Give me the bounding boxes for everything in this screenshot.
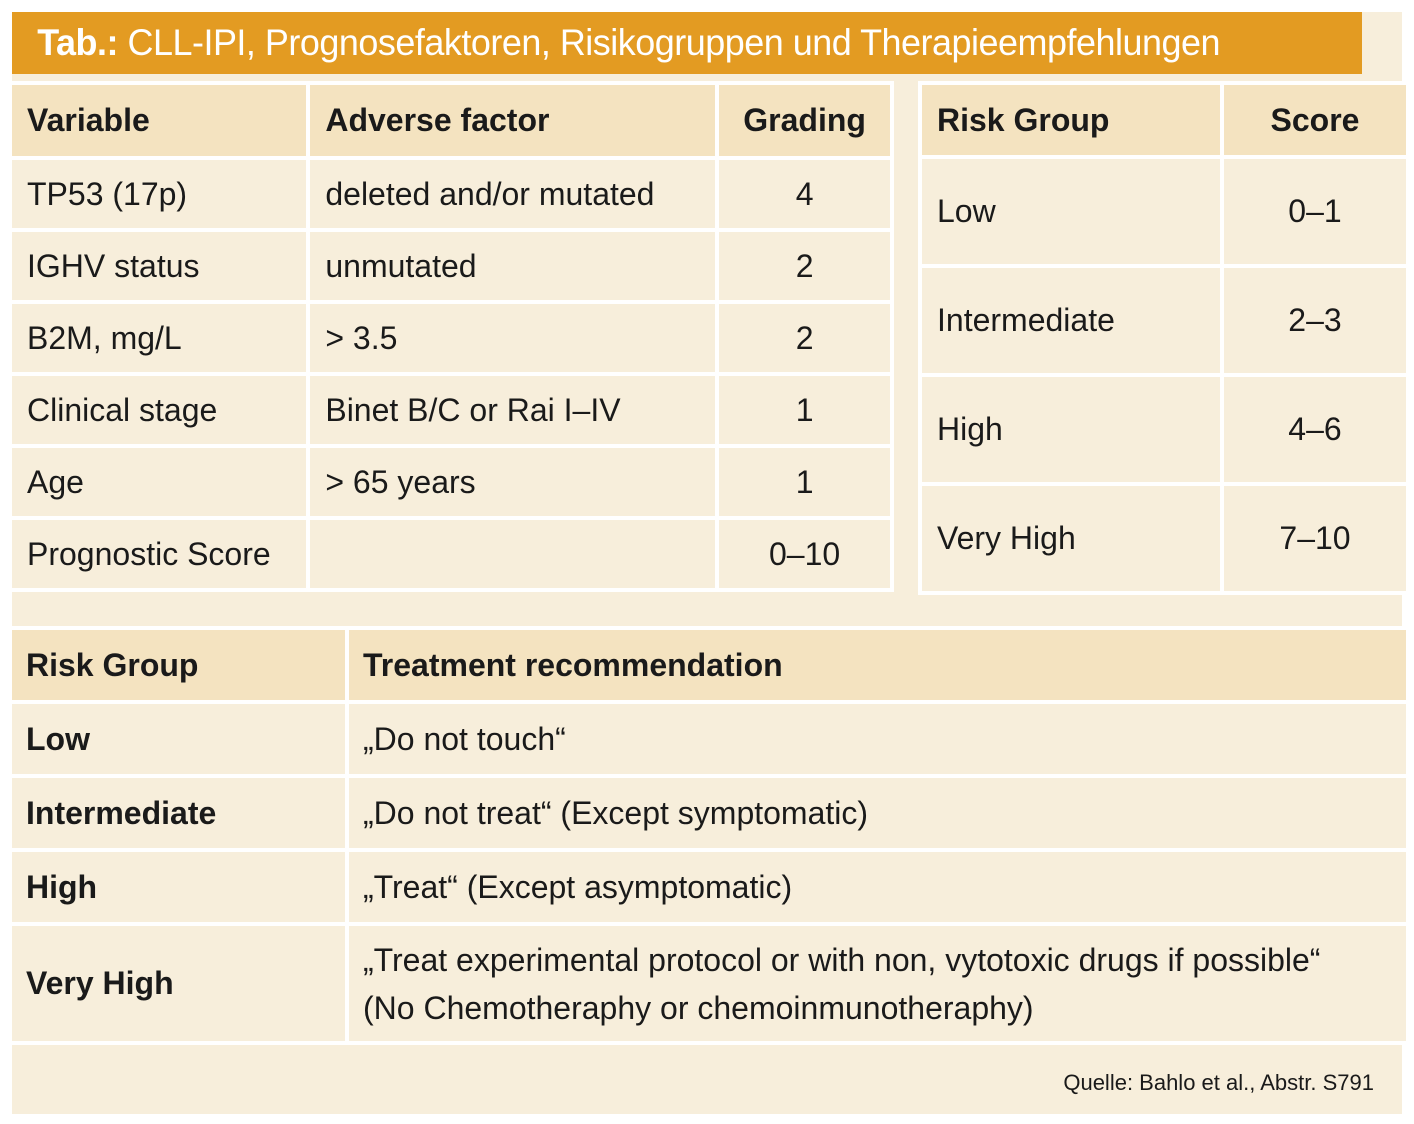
title-prefix: Tab.: xyxy=(37,22,118,63)
variables-header-row xyxy=(12,85,890,156)
risk-group-cell: Very High xyxy=(922,486,1220,591)
grading-cell: 2 xyxy=(719,232,890,300)
risk-header-row xyxy=(922,85,1406,155)
recommendation-line: (No Chemotheraphy or chemoinmunotheraphy) xyxy=(363,989,1034,1026)
score-cell: 4–6 xyxy=(1224,377,1406,482)
risk-group-cell: Intermediate xyxy=(922,268,1220,373)
treatment-recommendation-cell xyxy=(349,852,1406,922)
recommendation-line: „Treat experimental protocol or with non, vytotoxic drugs if possible“ xyxy=(363,941,1321,978)
treatment-table xyxy=(8,626,1410,1045)
adverse-factor-cell xyxy=(310,520,715,588)
variables-table xyxy=(8,81,894,592)
variable-cell: B2M, mg/L xyxy=(12,304,306,372)
treatment-recommendation-cell xyxy=(349,778,1406,848)
variable-cell: IGHV status xyxy=(12,232,306,300)
risk-group-cell: Very High xyxy=(12,926,345,1041)
treatment-header-row xyxy=(12,630,1406,700)
table-row xyxy=(922,159,1406,264)
column-header-risk-group: Risk Group xyxy=(12,630,345,700)
table-row xyxy=(922,268,1406,373)
column-header-risk-group: Risk Group xyxy=(922,85,1220,155)
treatment-recommendation-cell xyxy=(349,704,1406,774)
column-header-adverse-factor: Adverse factor xyxy=(310,85,715,156)
table-row xyxy=(922,377,1406,482)
table-row xyxy=(922,486,1406,591)
column-header-score: Score xyxy=(1224,85,1406,155)
adverse-factor-cell: > 65 years xyxy=(310,448,715,516)
adverse-factor-cell: Binet B/C or Rai I–IV xyxy=(310,376,715,444)
recommendation-line: „Do not touch“ xyxy=(363,721,566,757)
column-header-treatment-recommendation: Treatment recommendation xyxy=(349,630,1406,700)
table-row xyxy=(12,304,890,372)
grading-cell: 1 xyxy=(719,376,890,444)
recommendation-line: „Do not treat“ (Except symptomatic) xyxy=(363,795,869,831)
treatment-recommendation-cell xyxy=(349,926,1406,1041)
grading-cell: 4 xyxy=(719,160,890,228)
table-row xyxy=(12,232,890,300)
risk-group-cell: Low xyxy=(922,159,1220,264)
adverse-factor-cell: > 3.5 xyxy=(310,304,715,372)
adverse-factor-cell: deleted and/or mutated xyxy=(310,160,715,228)
risk-score-table xyxy=(918,81,1410,595)
score-cell: 7–10 xyxy=(1224,486,1406,591)
grading-cell: 1 xyxy=(719,448,890,516)
table-row xyxy=(12,520,890,588)
table-row xyxy=(12,704,1406,774)
variable-cell: TP53 (17p) xyxy=(12,160,306,228)
table-row xyxy=(12,778,1406,848)
source-citation: Quelle: Bahlo et al., Abstr. S791 xyxy=(1063,1070,1374,1095)
table-row xyxy=(12,160,890,228)
adverse-factor-cell: unmutated xyxy=(310,232,715,300)
recommendation-line: „Treat“ (Except asymptomatic) xyxy=(363,869,793,905)
grading-cell: 2 xyxy=(719,304,890,372)
risk-group-cell: Intermediate xyxy=(12,778,345,848)
column-header-grading: Grading xyxy=(719,85,890,156)
grading-cell: 0–10 xyxy=(719,520,890,588)
title-text: CLL-IPI, Prognosefaktoren, Risikogruppen und Therapieempfehlungen xyxy=(127,22,1220,63)
risk-group-cell: High xyxy=(12,852,345,922)
score-cell: 2–3 xyxy=(1224,268,1406,373)
table-row xyxy=(12,852,1406,922)
variable-cell: Age xyxy=(12,448,306,516)
risk-group-cell: High xyxy=(922,377,1220,482)
column-header-variable: Variable xyxy=(12,85,306,156)
table-row xyxy=(12,448,890,516)
variable-cell: Prognostic Score xyxy=(12,520,306,588)
table-row xyxy=(12,926,1406,1041)
risk-group-cell: Low xyxy=(12,704,345,774)
score-cell: 0–1 xyxy=(1224,159,1406,264)
table-title xyxy=(12,12,1362,74)
variable-cell: Clinical stage xyxy=(12,376,306,444)
table-row xyxy=(12,376,890,444)
